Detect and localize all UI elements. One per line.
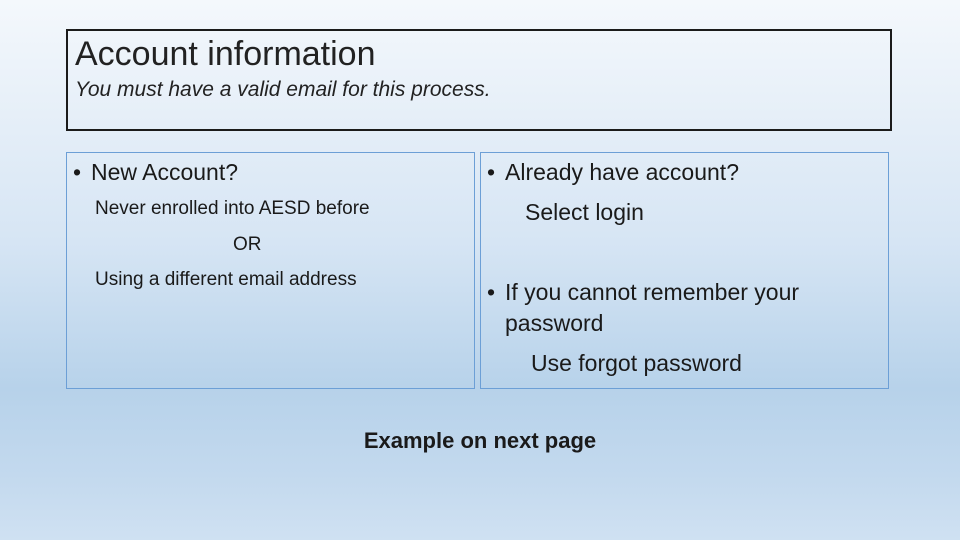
existing-account-heading-text: Already have account? xyxy=(505,159,739,185)
new-account-or: OR xyxy=(233,234,262,255)
new-account-panel xyxy=(66,152,475,389)
new-account-condition-1: Never enrolled into AESD before xyxy=(95,198,370,219)
new-account-heading xyxy=(73,158,238,186)
example-next-page-note: Example on next page xyxy=(363,428,597,453)
existing-account-panel xyxy=(480,152,889,389)
existing-account-heading xyxy=(487,158,739,186)
forgot-password-heading xyxy=(487,278,799,306)
select-login-instruction: Select login xyxy=(525,199,644,225)
page-subtitle: You must have a valid email for this process. xyxy=(75,78,491,101)
forgot-password-heading-continued: password xyxy=(505,310,604,336)
page-title: Account information xyxy=(75,35,376,73)
bullet-icon: • xyxy=(487,279,496,305)
bullet-icon: • xyxy=(487,159,496,185)
title-box xyxy=(66,29,892,131)
new-account-heading-text: New Account? xyxy=(91,159,239,185)
new-account-condition-2: Using a different email address xyxy=(95,269,357,290)
forgot-password-heading-text: If you cannot remember your xyxy=(505,279,800,305)
forgot-password-instruction: Use forgot password xyxy=(531,350,742,376)
bullet-icon: • xyxy=(73,159,82,185)
